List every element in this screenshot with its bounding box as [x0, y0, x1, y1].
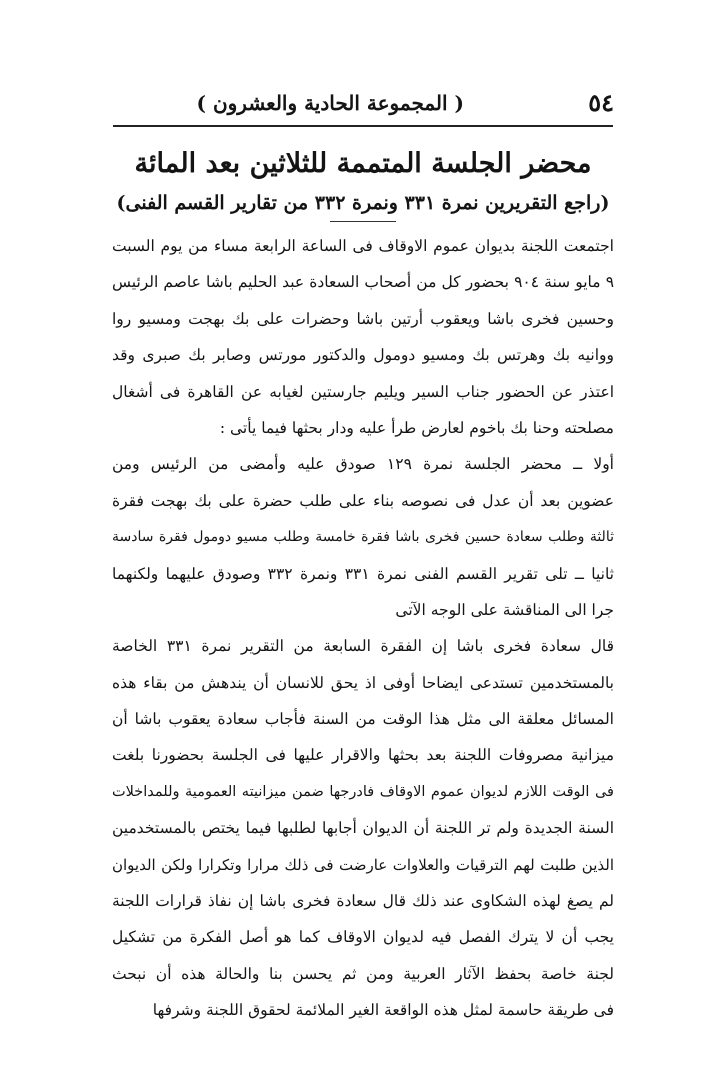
text-line: قال سعادة فخرى باشا إن الفقرة السابعة من التقرير نمرة ٣٣١ الخاصة	[112, 637, 614, 656]
page-header	[112, 86, 614, 120]
running-title: ( المجموعة الحادية والعشرون )	[196, 91, 464, 115]
page-subtitle: (راجع التقريرين نمرة ٣٣١ ونمرة ٣٣٢ من تقارير القسم الفنى)	[116, 192, 610, 214]
text-line: اجتمعت اللجنة بديوان عموم الاوقاف فى الساعة الرابعة مساء من يوم السبت	[112, 237, 614, 255]
page-number: ٥٤	[588, 88, 614, 117]
text-line: وحسين فخرى باشا ويعقوب أرتين باشا وحضرات على بك بهجت ومسيو روا	[112, 309, 614, 328]
text-line: فى طريقة حاسمة لمثل هذه الواقعة الغير الملائمة لحقوق اللجنة وشرفها	[152, 1001, 614, 1020]
text-line: السنة الجديدة ولم تر اللجنة أن الديوان أجابها لطلبها فيما يختص بالمستخدمين	[112, 819, 614, 838]
body-text	[112, 228, 614, 1029]
text-line: ووانيه بك وهرتس بك ومسيو دومول والدكتور مورتس وصابر بك صبرى وقد	[112, 346, 614, 365]
text-line: ميزانية مصروفات اللجنة بعد بحثها والاقرار عليها فى الجلسة بحضورنا بلغت	[112, 746, 614, 765]
text-line: عضوين بعد أن عدل فى نصوصه بناء على طلب حضرة على بك بهجت فقرة	[112, 491, 614, 510]
text-line: ثانيا ــ تلى تقرير القسم الفنى نمرة ٣٣١ ونمرة ٣٣٢ وصودق عليهما ولكنهما	[112, 564, 614, 583]
text-line: لجنة خاصة بحفظ الآثار العربية ومن ثم يحسن بنا والحالة هذه أن نبحث	[112, 964, 614, 983]
text-line: لم يصغ لهذه الشكاوى عند ذلك قال سعادة فخرى باشا إن نفاذ قرارات اللجنة	[112, 892, 614, 911]
text-line: يجب أن لا يترك الفصل فيه لديوان الاوقاف كما هو أصل الفكرة من تشكيل	[112, 928, 614, 947]
text-line: مصلحته وحنا بك باخوم لعارض طرأ عليه ودار بحثها فيما يأتى :	[219, 418, 614, 437]
text-line: اعتذر عن الحضور جناب السير ويليم جارستين لغيابه عن القاهرة فى أشغال	[112, 382, 614, 401]
title-divider	[330, 221, 396, 222]
text-line: ثالثة وطلب سعادة حسين فخرى باشا فقرة خامسة وطلب مسيو دومول فقرة سادسة	[112, 529, 614, 546]
text-line: أولا ــ محضر الجلسة نمرة ١٢٩ صودق عليه وأمضى من الرئيس ومن	[112, 455, 614, 474]
text-line: المسائل معلقة الى مثل هذا الوقت من السنة فأجاب سعادة يعقوب باشا أن	[112, 710, 614, 729]
header-rule	[113, 125, 613, 127]
text-line: فى الوقت اللازم لديوان عموم الاوقاف فادرجها ضمن ميزانيته العمومية وللمداخلات	[112, 783, 614, 800]
text-line: ٩ مايو سنة ٩٠٤ بحضور كل من أصحاب السعادة عبد الحليم باشا عاصم الرئيس	[112, 273, 614, 292]
text-line: الذين طلبت لهم الترقيات والعلاوات عارضت فى ذلك مرارا وتكرارا ولكن الديوان	[112, 855, 614, 874]
text-line: جرا الى المناقشة على الوجه الآتى	[395, 600, 614, 619]
text-line: بالمستخدمين تستدعى ايضاحا أوفى اذ يحق للانسان أن يندهش من بقاء هذه	[112, 673, 614, 692]
page-title: محضر الجلسة المتممة للثلاثين بعد المائة	[134, 148, 592, 179]
